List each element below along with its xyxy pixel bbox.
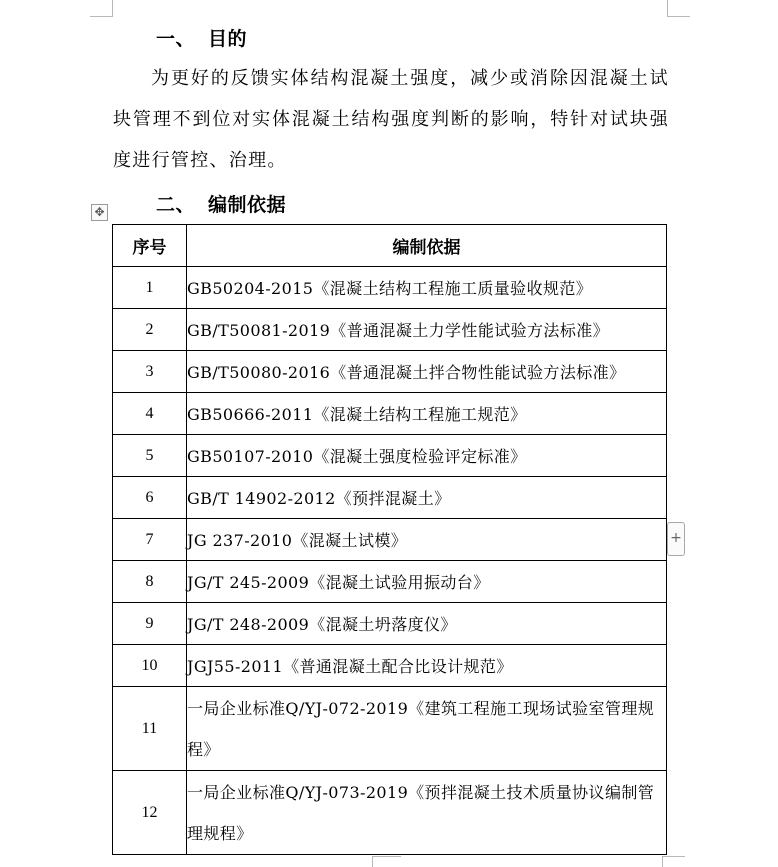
row-basis[interactable]: JGJ55-2011《普通混凝土配合比设计规范》 xyxy=(187,645,667,687)
row-number[interactable]: 4 xyxy=(113,393,187,435)
table-row xyxy=(113,519,667,561)
row-number[interactable]: 5 xyxy=(113,435,187,477)
row-basis[interactable]: JG/T 245-2009《混凝土试验用振动台》 xyxy=(187,561,667,603)
table-row xyxy=(113,351,667,393)
row-basis[interactable]: JG 237-2010《混凝土试模》 xyxy=(187,519,667,561)
crop-mark-top-right xyxy=(667,0,690,17)
row-basis[interactable]: 一局企业标准Q/YJ-072-2019《建筑工程施工现场试验室管理规程》 xyxy=(187,687,667,771)
table-move-handle-icon[interactable]: ✥ xyxy=(91,204,108,221)
row-basis[interactable]: GB/T50080-2016《普通混凝土拌合物性能试验方法标准》 xyxy=(187,351,667,393)
table-row xyxy=(113,645,667,687)
header-basis[interactable]: 编制依据 xyxy=(187,225,667,267)
row-number[interactable]: 6 xyxy=(113,477,187,519)
section-number: 二、 xyxy=(156,194,196,216)
table-row xyxy=(113,687,667,771)
add-column-icon[interactable]: + xyxy=(667,522,685,556)
basis-table xyxy=(112,224,667,855)
table-row xyxy=(113,393,667,435)
row-number[interactable]: 3 xyxy=(113,351,187,393)
row-basis[interactable]: JG/T 248-2009《混凝土坍落度仪》 xyxy=(187,603,667,645)
table-row xyxy=(113,267,667,309)
section-heading-basis xyxy=(156,190,286,217)
purpose-paragraph[interactable]: 为更好的反馈实体结构混凝土强度，减少或消除因混凝土试块管理不到位对实体混凝土结构强度判断的影响，特针对试块强度进行管控、治理。 xyxy=(113,68,669,171)
table-row xyxy=(113,561,667,603)
table-row xyxy=(113,603,667,645)
row-basis[interactable]: GB/T50081-2019《普通混凝土力学性能试验方法标准》 xyxy=(187,309,667,351)
row-number[interactable]: 10 xyxy=(113,645,187,687)
row-number[interactable]: 12 xyxy=(113,771,187,855)
row-number[interactable]: 2 xyxy=(113,309,187,351)
crop-mark-bottom-left xyxy=(372,856,401,867)
table-row xyxy=(113,477,667,519)
section-number: 一、 xyxy=(156,28,196,50)
section-heading-purpose xyxy=(156,24,247,51)
crop-mark-top-left xyxy=(90,0,113,17)
row-basis[interactable]: GB50666-2011《混凝土结构工程施工规范》 xyxy=(187,393,667,435)
row-basis[interactable]: GB/T 14902-2012《预拌混凝土》 xyxy=(187,477,667,519)
table-header-row xyxy=(113,225,667,267)
row-basis[interactable]: 一局企业标准Q/YJ-073-2019《预拌混凝土技术质量协议编制管理规程》 xyxy=(187,771,667,855)
table-row xyxy=(113,771,667,855)
row-number[interactable]: 9 xyxy=(113,603,187,645)
header-number[interactable]: 序号 xyxy=(113,225,187,267)
row-number[interactable]: 1 xyxy=(113,267,187,309)
row-number[interactable]: 11 xyxy=(113,687,187,771)
row-basis[interactable]: GB50204-2015《混凝土结构工程施工质量验收规范》 xyxy=(187,267,667,309)
table-row xyxy=(113,309,667,351)
row-number[interactable]: 8 xyxy=(113,561,187,603)
row-basis[interactable]: GB50107-2010《混凝土强度检验评定标准》 xyxy=(187,435,667,477)
section-title: 目的 xyxy=(208,28,248,50)
section-title: 编制依据 xyxy=(208,194,287,216)
table-row xyxy=(113,435,667,477)
crop-mark-bottom-right xyxy=(662,856,685,867)
row-number[interactable]: 7 xyxy=(113,519,187,561)
